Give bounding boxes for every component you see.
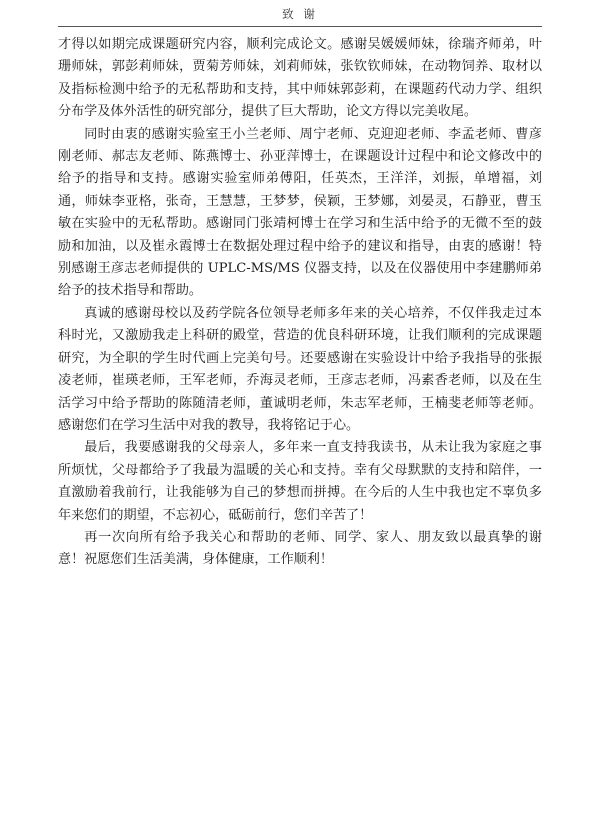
header-divider	[58, 26, 542, 27]
paragraph-school-thanks: 真诚的感谢母校以及药学院各位领导老师多年来的关心培养，不仅伴我走过本科时光，又激励我走上科研的殿堂，营造的优良科研环境，让我们顺利的完成课题研究，为全职的学生时代画上完美句号。还要感谢在实验设计中给予我指导的张振凌老师，崔瑛老师，王军老师，乔海灵老师，王彦志老师，冯素香老师，以及在生活学习中给予帮助的陈随清老师，董诚明老师，朱志军老师，王楠斐老师等老师。感谢您们在学习生活中对我的教导，我将铭记于心。	[58, 305, 542, 433]
paragraph-continuation: 才得以如期完成课题研究内容，顺利完成论文。感谢吴媛媛师妹，徐瑞齐师弟，叶珊师妹，郭彭莉师妹，贾菊芳师妹，刘莉师妹，张钦钦师妹，在动物饲养、取材以及指标检测中给予的无私帮助和支持，其中师妹郭彭莉，在课题药代动力学、组织分布学及体外活性的研究部分，提供了巨大帮助，论文方得以完美收尾。	[58, 37, 542, 120]
paragraph-closing: 再一次向所有给予我关心和帮助的老师、同学、家人、朋友致以最真挚的谢意！祝愿您们生活美满，身体健康，工作顺利！	[58, 529, 542, 568]
paragraph-lab-thanks: 同时由衷的感谢实验室王小兰老师、周宁老师、克迎迎老师、李孟老师、曹彦刚老师、郝志友老师、陈燕博士、孙亚萍博士，在课题设计过程中和论文修改中的给予的指导和支持。感谢实验室师弟傅阳，任英杰，王洋洋，刘振，单增福，刘通，师妹李亚格，张奇，王慧慧，王梦梦，侯颖，王梦娜，刘晏灵，石静亚，曹玉敏在实验中的无私帮助。感谢同门张靖柯博士在学习和生活中给予的无微不至的鼓励和加油，以及崔永霞博士在数据处理过程中给予的建议和指导，由衷的感谢！特别感谢王彦志老师提供的 UPLC-MS/MS 仪器支持，以及在仪器使用中李建鹏师弟给予的技术指导和帮助。	[58, 126, 542, 299]
acknowledgement-body	[58, 34, 542, 572]
paragraph-family-thanks: 最后，我要感谢我的父母亲人，多年来一直支持我读书，从未让我为家庭之事所烦忧，父母都给予了我最为温暖的关心和支持。幸有父母默默的支持和陪伴，一直激励着我前行，让我能够为自己的梦想而拼搏。在今后的人生中我也定不辜负多年来您们的期望，不忘初心，砥砺前行，您们辛苦了！	[58, 440, 542, 523]
page-header-title: 致 谢	[282, 7, 318, 21]
